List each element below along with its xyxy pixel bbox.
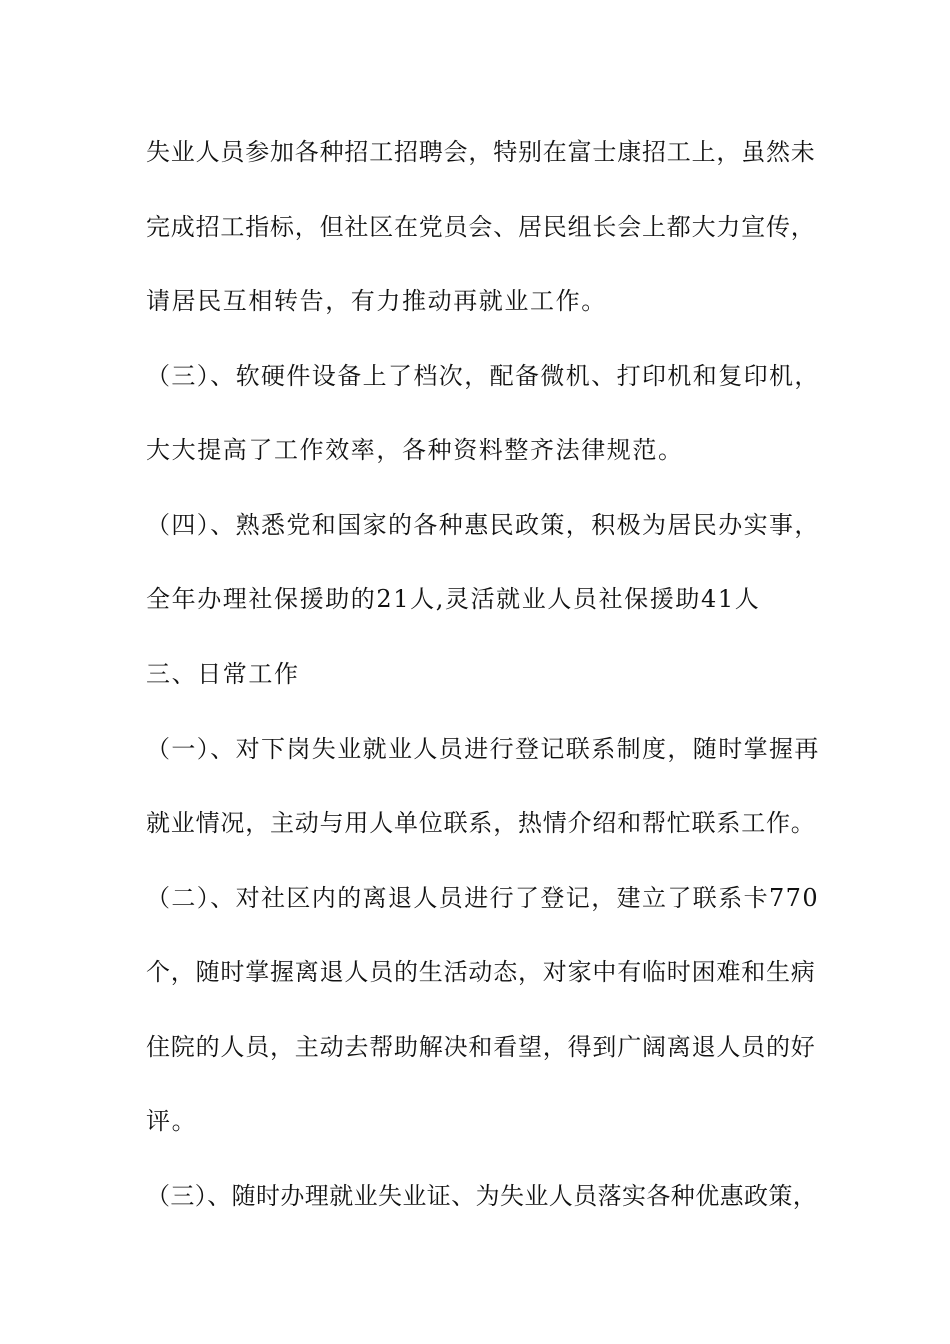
subsection-1: （一）、对下岗失业就业人员进行登记联系制度，随时掌握再	[146, 735, 820, 763]
section-heading-3: （三）、软硬件设备上了档次，配备微机、打印机和复印机，	[146, 362, 820, 390]
text-line-2: 完成招工指标，但社区在党员会、居民组长会上都大力宣传，	[146, 213, 816, 241]
section-heading-4: （四）、熟悉党和国家的各种惠民政策，积极为居民办实事，	[146, 511, 820, 539]
text-line-12: 个，随时掌握离退人员的生活动态，对家中有临时困难和生病	[146, 958, 816, 986]
subsection-3: （三）、随时办理就业失业证、为失业人员落实各种优惠政策，	[146, 1182, 818, 1210]
text-line-13: 住院的人员，主动去帮助解决和看望，得到广阔离退人员的好	[146, 1033, 816, 1061]
text-line-7: 全年办理社保援助的21人,灵活就业人员社保援助41人	[146, 585, 761, 613]
subsection-2: （二）、对社区内的离退人员进行了登记，建立了联系卡770	[146, 884, 820, 912]
text-line-1: 失业人员参加各种招工招聘会，特别在富士康招工上，虽然未	[146, 138, 816, 166]
text-line-14: 评。	[146, 1107, 198, 1135]
text-line-3: 请居民互相转告，有力推动再就业工作。	[146, 287, 607, 315]
section-title-daily-work: 三、日常工作	[146, 660, 300, 688]
text-line-10: 就业情况，主动与用人单位联系，热情介绍和帮忙联系工作。	[146, 809, 816, 837]
text-line-5: 大大提高了工作效率，各种资料整齐法律规范。	[146, 436, 684, 464]
